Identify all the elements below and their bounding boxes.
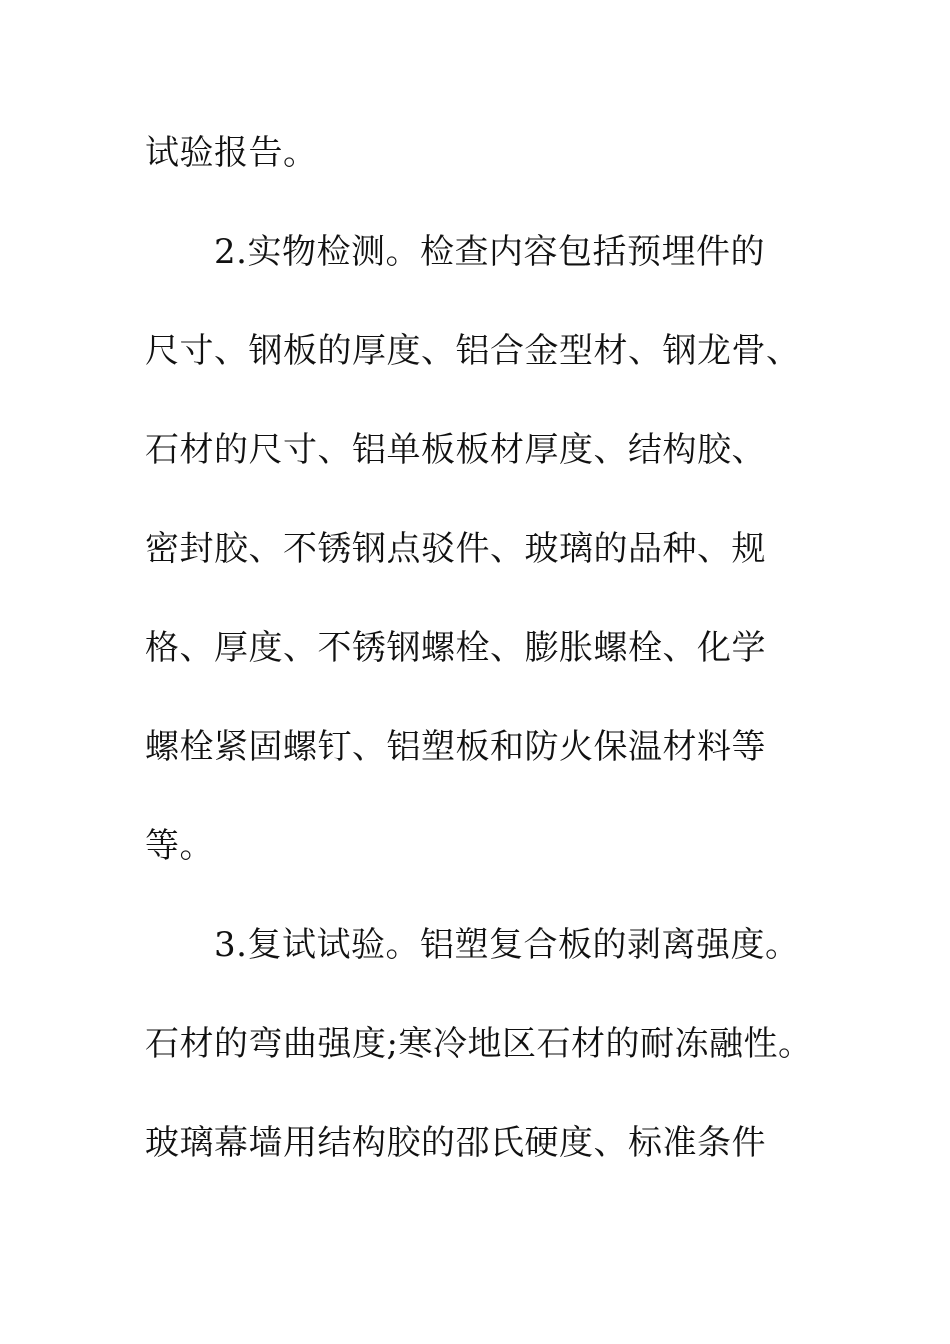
text-line: 尺寸、钢板的厚度、铝合金型材、钢龙骨、 <box>145 331 801 371</box>
paragraph-heading-3: 3.复试试验。铝塑复合板的剥离强度。 <box>214 925 800 965</box>
text-line: 等。 <box>145 826 214 866</box>
text-line: 格、厚度、不锈钢螺栓、膨胀螺栓、化学 <box>145 628 766 668</box>
text-line: 石材的弯曲强度;寒冷地区石材的耐冻融性。 <box>145 1024 813 1064</box>
paragraph-heading-2: 2.实物检测。检查内容包括预埋件的 <box>214 232 765 272</box>
text-line: 螺栓紧固螺钉、铝塑板和防火保温材料等 <box>145 727 766 767</box>
text-line: 试验报告。 <box>145 133 318 173</box>
text-line: 玻璃幕墙用结构胶的邵氏硬度、标准条件 <box>145 1123 766 1163</box>
text-line: 密封胶、不锈钢点驳件、玻璃的品种、规 <box>145 529 766 569</box>
text-line: 石材的尺寸、铝单板板材厚度、结构胶、 <box>145 430 766 470</box>
